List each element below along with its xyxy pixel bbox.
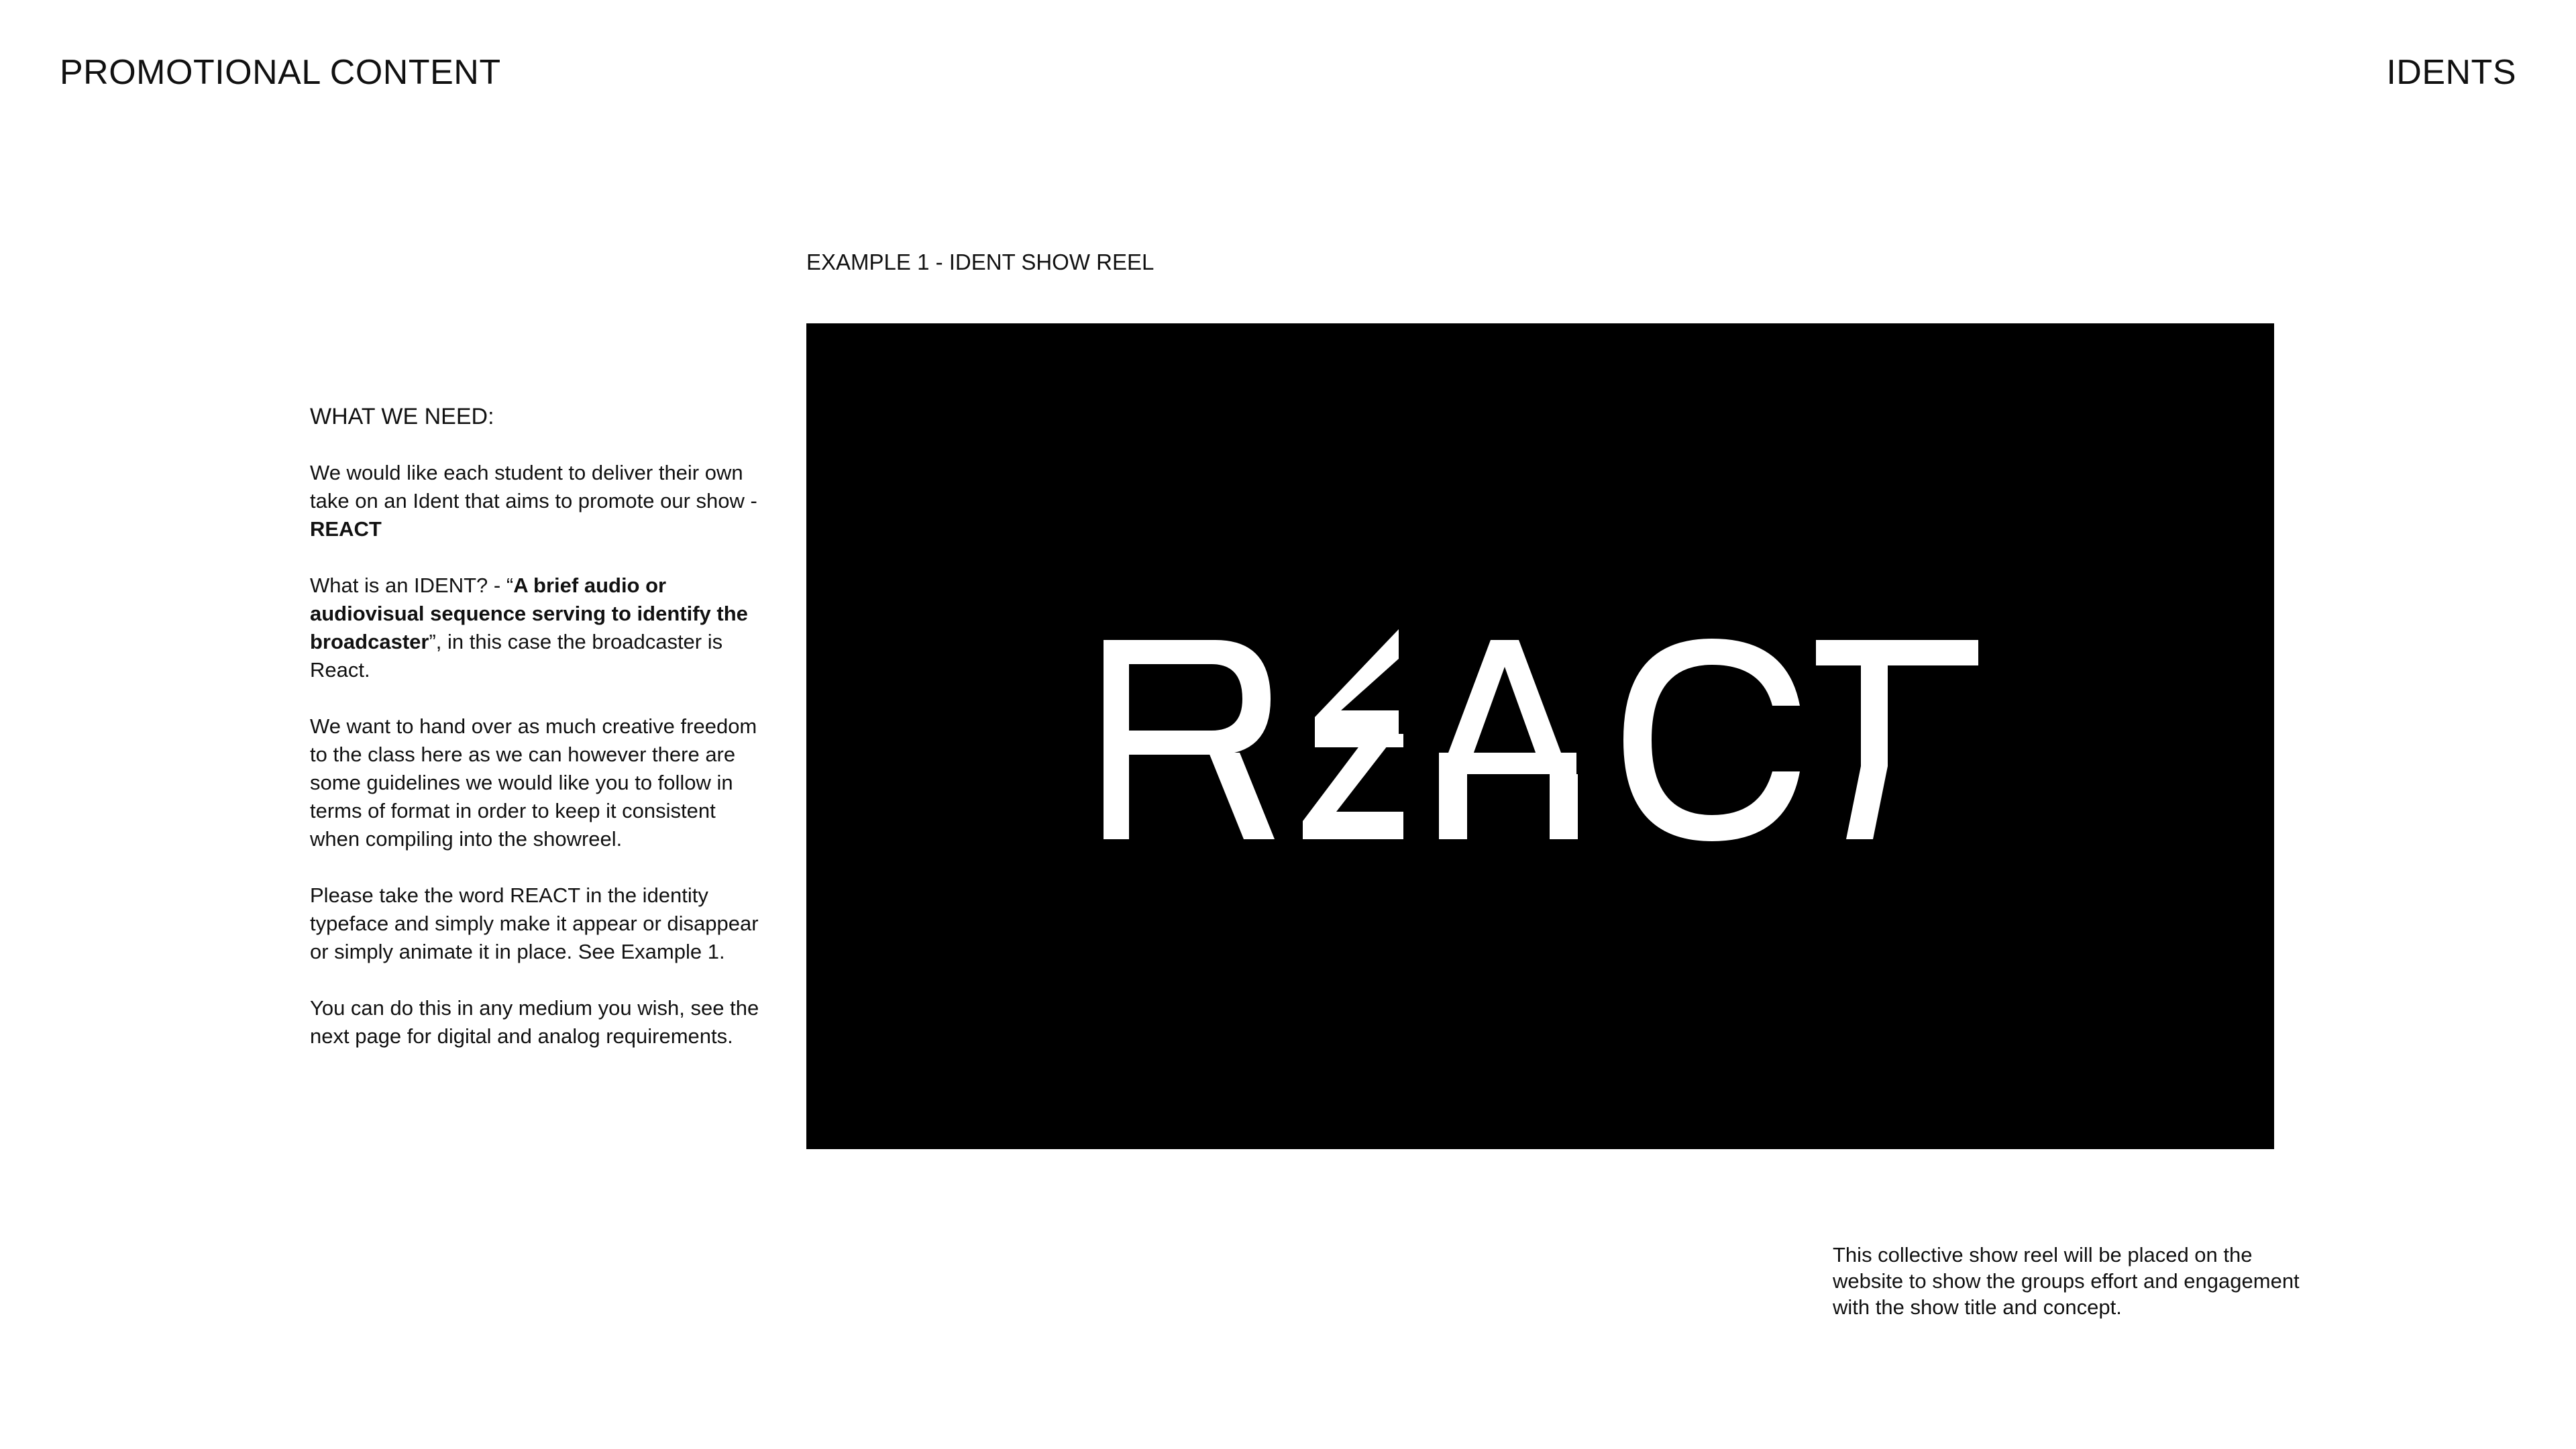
- brief-p2-bold: A brief audio or audiovisual sequence serving to identify the broadcaster: [310, 574, 748, 653]
- brief-p1-text: We would like each student to deliver their own take on an Ident that aims to promote our show -: [310, 461, 757, 513]
- ident-video-frame: [806, 323, 2274, 1149]
- brief-paragraph-5: You can do this in any medium you wish, see the next page for digital and analog requirements.: [310, 996, 759, 1048]
- logo-letter-e: [1303, 629, 1403, 839]
- react-logo: [806, 323, 2274, 1149]
- example-label: EXAMPLE 1 - IDENT SHOW REEL: [806, 250, 1155, 274]
- brief-p2-suffix: ”, in this case the broadcaster is React.: [310, 630, 723, 682]
- logo-letter-r: [1104, 640, 1275, 839]
- brief-heading: WHAT WE NEED:: [310, 404, 494, 429]
- brief-paragraph-1: [310, 459, 766, 543]
- brief-p2-prefix: What is an IDENT? - “: [310, 574, 514, 597]
- brief-paragraph-2: [310, 572, 766, 684]
- show-reel-caption: This collective show reel will be placed on the website to show the groups effort and engagement with the show title and concept.: [1833, 1243, 2300, 1319]
- logo-letter-a: [1439, 640, 1578, 839]
- brief-paragraph-3: We want to hand over as much creative freedom to the class here as we can however there are some guidelines we would like you to follow in terms of format in order to keep it consistent when compiling into the showreel.: [310, 714, 757, 851]
- logo-letter-c: [1623, 639, 1800, 841]
- logo-letter-t: [1816, 640, 1978, 839]
- brief-paragraph-4: Please take the word REACT in the identity typeface and simply make it appear or disappear or simply animate it in place. See Example 1.: [310, 883, 759, 963]
- brief-p1-bold: REACT: [310, 517, 382, 541]
- page-title: PROMOTIONAL CONTENT: [60, 53, 501, 92]
- section-title: IDENTS: [2386, 53, 2516, 92]
- brief-text-block: [310, 402, 766, 1079]
